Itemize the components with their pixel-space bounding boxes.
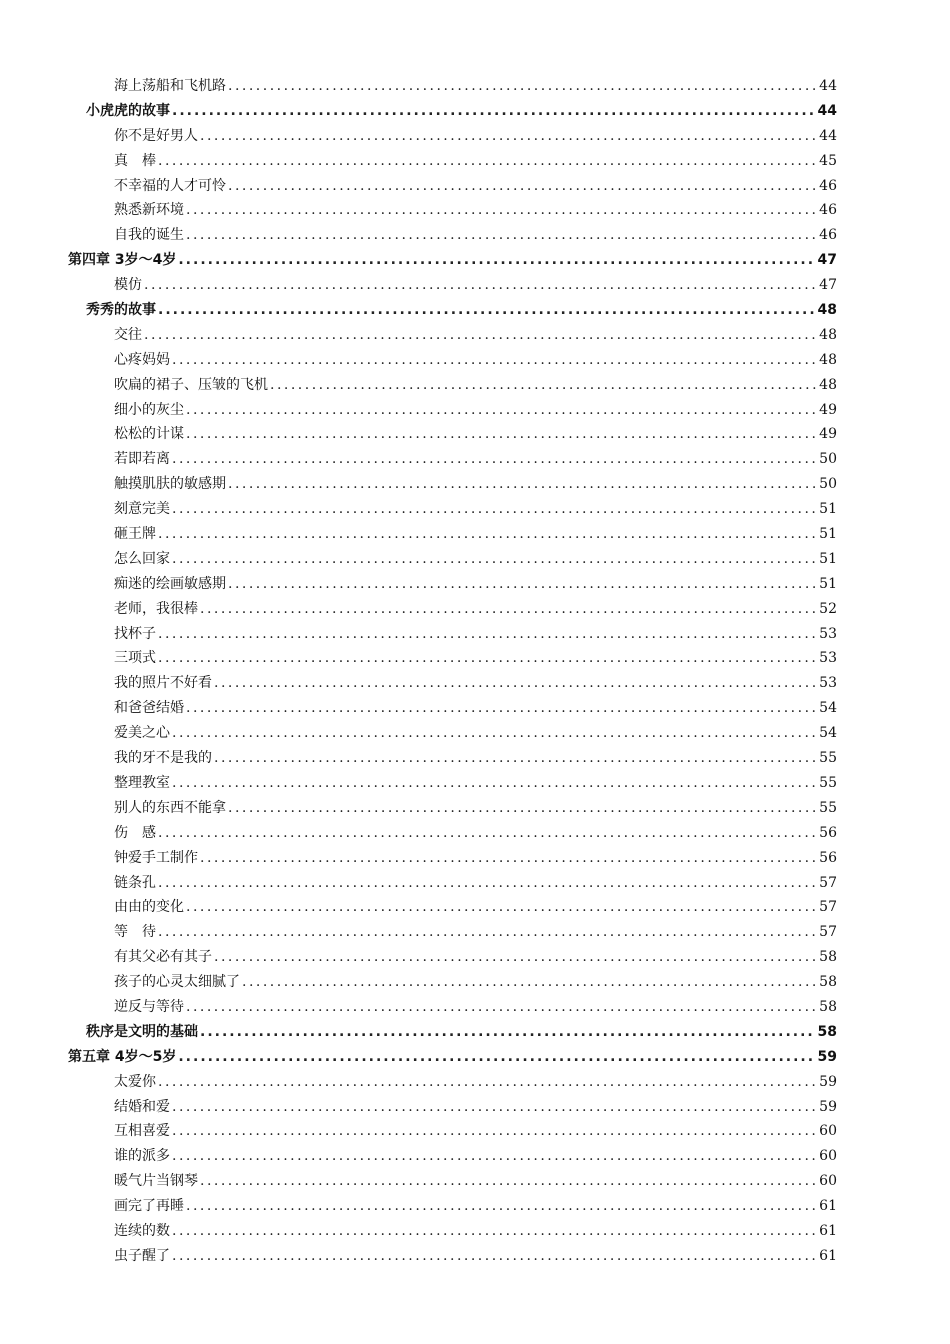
dot-leader: [178, 248, 815, 273]
dot-leader: [214, 945, 817, 970]
toc-entry-title: 暖气片当钢琴: [114, 1173, 198, 1190]
dot-leader: [186, 198, 817, 223]
toc-entry-page-number: 57: [819, 924, 837, 941]
toc-entry-title: 吹扁的裙子、压皱的飞机: [114, 376, 268, 393]
toc-entry-title: 熟悉新环境: [114, 202, 184, 219]
dot-leader: [186, 223, 817, 248]
dot-leader: [214, 671, 817, 696]
dot-leader: [172, 497, 817, 522]
dot-leader: [186, 1194, 817, 1219]
toc-entry-page-number: 51: [819, 526, 837, 543]
dot-leader: [158, 920, 817, 945]
toc-entry-title: 由由的变化: [114, 899, 184, 916]
dot-leader: [178, 1045, 815, 1070]
toc-entry-page-number: 48: [819, 376, 837, 393]
toc-entry-title: 三项式: [114, 650, 156, 667]
toc-entry[interactable]: [0, 597, 950, 622]
toc-entry-title: 小虎虎的故事: [86, 102, 170, 119]
toc-entry-page-number: 58: [819, 949, 837, 966]
toc-entry[interactable]: [0, 198, 950, 223]
toc-entry-page-number: 51: [819, 501, 837, 518]
toc-entry-page-number: 61: [819, 1247, 837, 1264]
toc-entry-page-number: 59: [817, 1048, 837, 1065]
toc-entry-page-number: 55: [819, 799, 837, 816]
toc-entry[interactable]: [0, 1244, 950, 1269]
toc-entry-page-number: 47: [819, 277, 837, 294]
toc-entry[interactable]: [0, 871, 950, 896]
toc-entry-title: 虫子醒了: [114, 1247, 170, 1264]
dot-leader: [186, 895, 817, 920]
toc-entry-title: 松松的计谋: [114, 426, 184, 443]
toc-entry-title: 爱美之心: [114, 725, 170, 742]
toc-entry-page-number: 50: [819, 476, 837, 493]
dot-leader: [186, 995, 817, 1020]
toc-entry-page-number: 51: [819, 575, 837, 592]
toc-entry-page-number: 51: [819, 550, 837, 567]
toc-entry-title: 细小的灰尘: [114, 401, 184, 418]
toc-entry-title: 第四章 3岁～4岁: [68, 252, 177, 269]
toc-entry-title: 谁的派多: [114, 1148, 170, 1165]
toc-entry[interactable]: [0, 646, 950, 671]
toc-entry-page-number: 61: [819, 1198, 837, 1215]
dot-leader: [186, 422, 817, 447]
dot-leader: [242, 970, 817, 995]
toc-section-entry[interactable]: [0, 99, 950, 124]
toc-entry-title: 海上荡船和飞机路: [114, 78, 226, 94]
toc-entry[interactable]: [0, 696, 950, 721]
toc-entry-title: 真 棒: [114, 152, 156, 169]
toc-entry[interactable]: [0, 348, 950, 373]
dot-leader: [172, 721, 817, 746]
toc-entry-title: 链条孔: [114, 874, 156, 891]
toc-entry-page-number: 57: [819, 874, 837, 891]
toc-entry[interactable]: [0, 447, 950, 472]
toc-entry-title: 你不是好男人: [114, 127, 198, 144]
toc-entry-page-number: 53: [819, 650, 837, 667]
toc-entry-page-number: 54: [819, 725, 837, 742]
dot-leader: [172, 447, 817, 472]
toc-entry-page-number: 44: [819, 127, 837, 144]
toc-entry-title: 砸王牌: [114, 526, 156, 543]
dot-leader: [158, 298, 816, 323]
toc-entry-page-number: 45: [819, 152, 837, 169]
toc-entry[interactable]: [0, 1194, 950, 1219]
toc-entry-page-number: 44: [819, 78, 837, 94]
toc-entry-title: 结婚和爱: [114, 1098, 170, 1115]
dot-leader: [158, 149, 817, 174]
table-of-contents: [0, 74, 950, 1269]
toc-entry[interactable]: [0, 846, 950, 871]
dot-leader: [158, 871, 817, 896]
toc-entry-page-number: 50: [819, 451, 837, 468]
toc-entry[interactable]: [0, 174, 950, 199]
toc-entry[interactable]: [0, 398, 950, 423]
dot-leader: [144, 273, 817, 298]
toc-entry-title: 模仿: [114, 277, 142, 294]
toc-entry-page-number: 46: [819, 177, 837, 194]
dot-leader: [200, 1169, 817, 1194]
toc-entry[interactable]: [0, 273, 950, 298]
dot-leader: [228, 174, 817, 199]
toc-entry-page-number: 44: [817, 102, 837, 119]
toc-entry[interactable]: [0, 1119, 950, 1144]
toc-entry-page-number: 58: [817, 1023, 837, 1040]
toc-entry-title: 连续的数: [114, 1222, 170, 1239]
toc-entry[interactable]: [0, 497, 950, 522]
toc-entry-page-number: 61: [819, 1222, 837, 1239]
dot-leader: [200, 846, 817, 871]
dot-leader: [144, 323, 817, 348]
dot-leader: [270, 373, 817, 398]
toc-entry-title: 孩子的心灵太细腻了: [114, 974, 240, 991]
toc-entry-page-number: 46: [819, 202, 837, 219]
toc-entry[interactable]: [0, 821, 950, 846]
toc-entry-title: 钟爱手工制作: [114, 849, 198, 866]
toc-entry-title: 找杯子: [114, 625, 156, 642]
toc-entry[interactable]: [0, 149, 950, 174]
toc-entry[interactable]: [0, 472, 950, 497]
toc-entry-page-number: 59: [819, 1073, 837, 1090]
toc-entry[interactable]: [0, 771, 950, 796]
toc-entry[interactable]: [0, 522, 950, 547]
toc-entry-title: 互相喜爱: [114, 1123, 170, 1140]
toc-entry[interactable]: [0, 1219, 950, 1244]
toc-entry-page-number: 60: [819, 1148, 837, 1165]
toc-entry-title: 我的照片不好看: [114, 675, 212, 692]
toc-entry-page-number: 48: [817, 302, 837, 319]
toc-entry-page-number: 48: [819, 351, 837, 368]
toc-entry[interactable]: [0, 373, 950, 398]
dot-leader: [172, 1095, 817, 1120]
toc-entry-page-number: 53: [819, 675, 837, 692]
toc-entry-page-number: 57: [819, 899, 837, 916]
toc-entry-page-number: 54: [819, 700, 837, 717]
toc-entry-page-number: 47: [817, 252, 837, 269]
dot-leader: [172, 547, 817, 572]
dot-leader: [172, 1219, 817, 1244]
dot-leader: [172, 771, 817, 796]
toc-entry[interactable]: [0, 572, 950, 597]
toc-entry[interactable]: [0, 671, 950, 696]
toc-entry[interactable]: [0, 1070, 950, 1095]
toc-entry[interactable]: [0, 1095, 950, 1120]
toc-entry[interactable]: [0, 920, 950, 945]
toc-entry-page-number: 59: [819, 1098, 837, 1115]
toc-entry-title: 交往: [114, 326, 142, 343]
toc-entry-page-number: 58: [819, 974, 837, 991]
dot-leader: [228, 572, 817, 597]
toc-entry-page-number: 60: [819, 1123, 837, 1140]
toc-entry-title: 怎么回家: [114, 550, 170, 567]
dot-leader: [172, 1119, 817, 1144]
toc-entry-title: 等 待: [114, 924, 156, 941]
toc-entry-page-number: 56: [819, 824, 837, 841]
toc-entry[interactable]: [0, 1144, 950, 1169]
dot-leader: [158, 622, 817, 647]
dot-leader: [172, 1144, 817, 1169]
toc-entry-page-number: 58: [819, 998, 837, 1015]
toc-entry[interactable]: [0, 796, 950, 821]
dot-leader: [158, 821, 817, 846]
toc-entry-page-number: 49: [819, 401, 837, 418]
toc-entry-page-number: 49: [819, 426, 837, 443]
toc-entry-title: 太爱你: [114, 1073, 156, 1090]
toc-entry[interactable]: [0, 995, 950, 1020]
toc-entry-title: 和爸爸结婚: [114, 700, 184, 717]
toc-entry-page-number: 46: [819, 227, 837, 244]
dot-leader: [172, 99, 816, 124]
toc-entry-title: 老师，我很棒: [114, 600, 198, 617]
toc-entry-title: 秩序是文明的基础: [86, 1023, 198, 1040]
toc-entry[interactable]: [0, 124, 950, 149]
toc-entry[interactable]: [0, 1169, 950, 1194]
toc-entry[interactable]: [0, 895, 950, 920]
toc-entry-page-number: 55: [819, 750, 837, 767]
dot-leader: [186, 398, 817, 423]
toc-entry-title: 逆反与等待: [114, 998, 184, 1015]
toc-entry-page-number: 53: [819, 625, 837, 642]
toc-entry-page-number: 56: [819, 849, 837, 866]
dot-leader: [200, 1020, 816, 1045]
toc-entry-title: 若即若离: [114, 451, 170, 468]
toc-entry-title: 有其父必有其子: [114, 949, 212, 966]
toc-entry[interactable]: [0, 422, 950, 447]
toc-entry[interactable]: [0, 547, 950, 572]
dot-leader: [158, 522, 817, 547]
toc-entry-title: 第五章 4岁～5岁: [68, 1048, 177, 1065]
toc-entry-title: 触摸肌肤的敏感期: [114, 476, 226, 493]
dot-leader: [172, 348, 817, 373]
toc-entry-title: 秀秀的故事: [86, 302, 156, 319]
toc-section-entry[interactable]: [0, 298, 950, 323]
toc-entry-title: 我的牙不是我的: [114, 750, 212, 767]
dot-leader: [200, 124, 817, 149]
dot-leader: [228, 472, 817, 497]
toc-entry[interactable]: [0, 323, 950, 348]
toc-entry-page-number: 60: [819, 1173, 837, 1190]
toc-chapter-entry[interactable]: [0, 248, 950, 273]
dot-leader: [214, 746, 817, 771]
toc-entry[interactable]: [0, 945, 950, 970]
dot-leader: [186, 696, 817, 721]
toc-entry-title: 心疼妈妈: [114, 351, 170, 368]
toc-entry[interactable]: [0, 970, 950, 995]
dot-leader: [200, 597, 817, 622]
dot-leader: [172, 1244, 817, 1269]
dot-leader: [228, 796, 817, 821]
toc-entry-title: 刻意完美: [114, 501, 170, 518]
toc-entry[interactable]: [0, 746, 950, 771]
toc-entry-title: 伤 感: [114, 824, 156, 841]
toc-entry-title: 不幸福的人才可怜: [114, 177, 226, 194]
toc-entry-title: 别人的东西不能拿: [114, 799, 226, 816]
toc-entry-page-number: 55: [819, 774, 837, 791]
toc-entry[interactable]: [0, 622, 950, 647]
toc-entry-page-number: 48: [819, 326, 837, 343]
toc-entry[interactable]: [0, 721, 950, 746]
toc-entry-title: 整理教室: [114, 774, 170, 791]
toc-entry-page-number: 52: [819, 600, 837, 617]
toc-entry[interactable]: [0, 223, 950, 248]
dot-leader: [228, 74, 817, 99]
toc-entry-title: 自我的诞生: [114, 227, 184, 244]
dot-leader: [158, 646, 817, 671]
toc-entry[interactable]: [0, 74, 950, 99]
toc-section-entry[interactable]: [0, 1020, 950, 1045]
dot-leader: [158, 1070, 817, 1095]
toc-chapter-entry[interactable]: [0, 1045, 950, 1070]
toc-entry-title: 画完了再睡: [114, 1198, 184, 1215]
toc-entry-title: 痴迷的绘画敏感期: [114, 575, 226, 592]
